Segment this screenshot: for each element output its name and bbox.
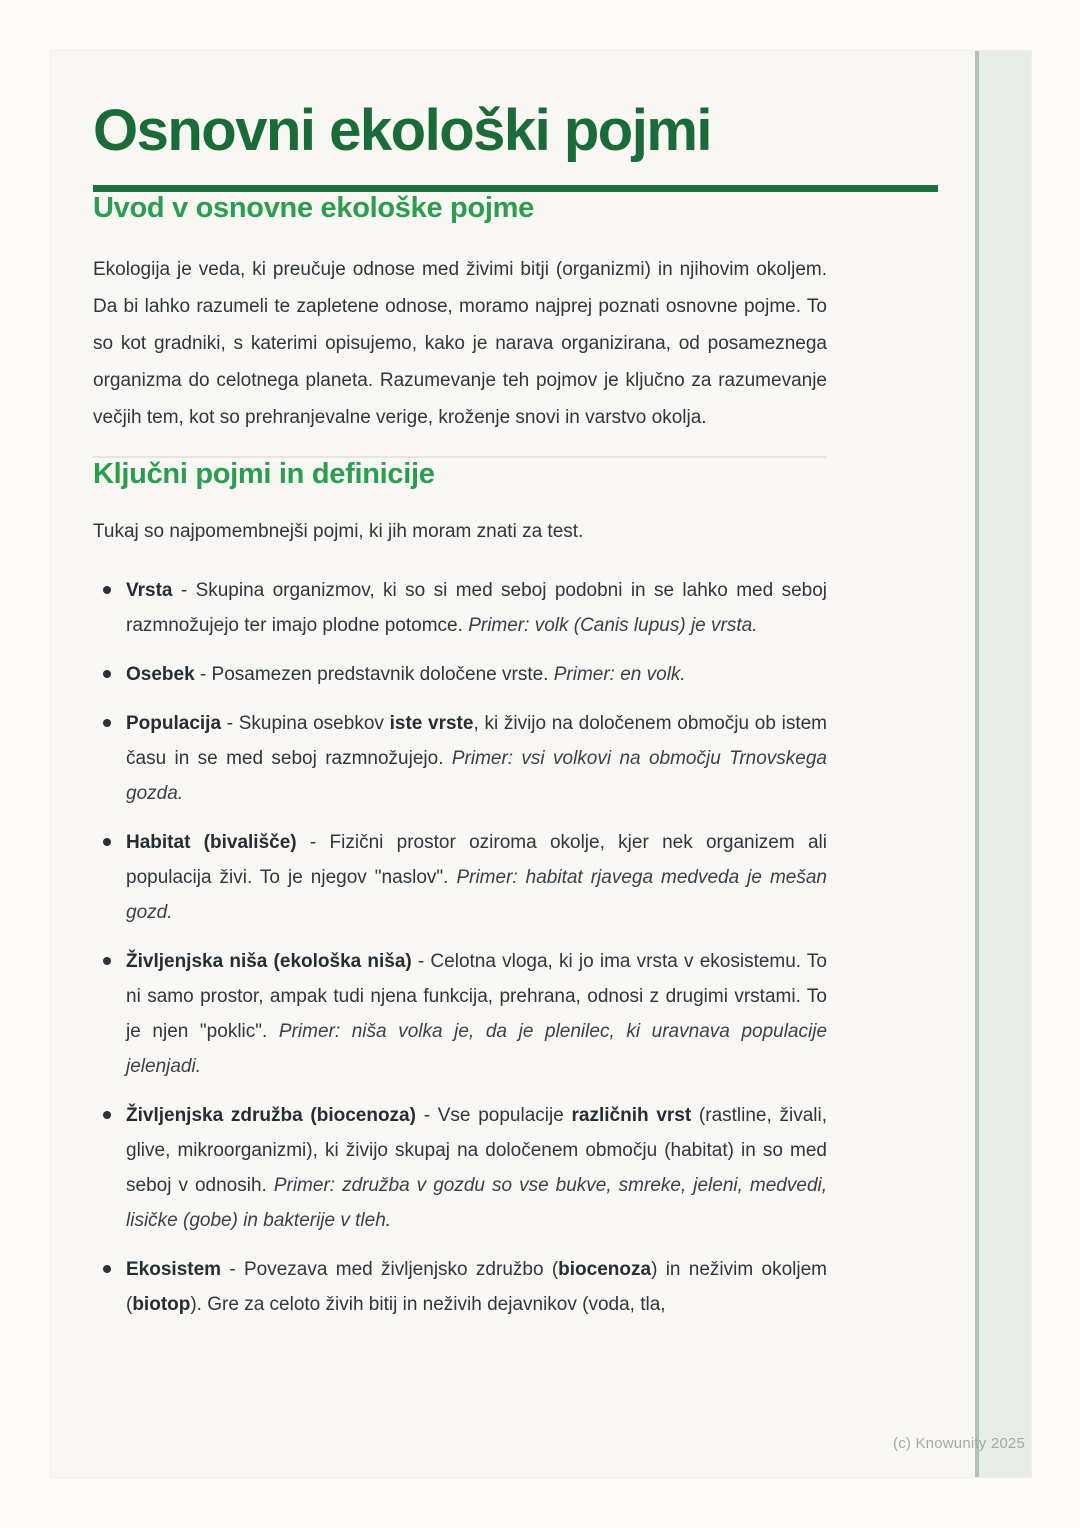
document-page bbox=[50, 50, 1032, 1478]
term-bold-text: Življenjska niša (ekološka niša) bbox=[126, 951, 412, 973]
section-heading-uvod: Uvod v osnovne ekološke pojme bbox=[93, 191, 534, 224]
term-item bbox=[93, 1098, 827, 1238]
terms-list bbox=[93, 573, 827, 1322]
bullet-dot-icon bbox=[103, 838, 111, 846]
watermark-copyright: (c) Knowunity 2025 bbox=[893, 1435, 1026, 1452]
term-item bbox=[93, 706, 827, 811]
term-definition-text: ) in neživim okoljem ( bbox=[126, 1259, 827, 1316]
term-definition-text: - Fizični prostor oziroma okolje, kjer nek organizem ali populacija živi. To je njegov "naslov". bbox=[126, 832, 827, 889]
term-definition-text: - Posamezen predstavnik določene vrste. bbox=[194, 664, 554, 686]
term-definition-text: - Povezava med življenjsko združbo ( bbox=[221, 1259, 559, 1281]
term-example-text: Primer: vsi volkovi na območju Trnovskega gozda. bbox=[126, 748, 827, 805]
term-item bbox=[93, 944, 827, 1084]
page-title: Osnovni ekološki pojmi bbox=[93, 98, 712, 163]
bullet-dot-icon bbox=[103, 719, 111, 727]
term-example-text: Primer: en volk. bbox=[553, 664, 686, 686]
intro-paragraph: Ekologija je veda, ki preučuje odnose med živimi bitji (organizmi) in njihovim okoljem. Da bi lahko razumeli te zapletene odnose, moramo najprej poznati osnovne pojme. To so kot gradniki, s katerimi opisujemo, kako je narava organizirana, od posameznega organizma do celotnega planeta. Razumevanje teh pojmov je ključno za razumevanje večjih tem, kot so prehranjevalne verige, kroženje snovi in varstvo okolja. bbox=[93, 259, 827, 429]
term-bold-text: biotop bbox=[132, 1294, 191, 1316]
bullet-dot-icon bbox=[103, 586, 111, 594]
term-item bbox=[93, 573, 827, 643]
term-bold-text: Osebek bbox=[126, 664, 195, 686]
term-bold-text: Populacija bbox=[126, 713, 222, 735]
term-example-text: Primer: združba v gozdu so vse bukve, smreke, jeleni, medvedi, lisičke (gobe) in bakterije v tleh. bbox=[126, 1175, 828, 1232]
term-definition-text: , ki živijo na določenem območju ob istem času in se med seboj razmnožujejo. bbox=[126, 713, 828, 770]
term-item bbox=[93, 1252, 827, 1322]
title-underline-rule bbox=[93, 185, 938, 192]
term-definition-text: - Skupina osebkov bbox=[221, 713, 390, 735]
term-definition-text: - Celotna vloga, ki jo ima vrsta v ekosistemu. To ni samo prostor, ampak tudi njena funkcija, prehrana, odnosi z drugimi vrstami. To je njen "poklic". bbox=[126, 951, 827, 1043]
term-example-text: Primer: niša volka je, da je plenilec, ki uravnava populacije jelenjadi. bbox=[126, 1021, 828, 1078]
term-item bbox=[93, 657, 827, 692]
term-example-text: Primer: habitat rjavega medveda je mešan gozd. bbox=[126, 867, 827, 924]
term-definition-text: ). Gre za celoto živih bitij in neživih dejavnikov (voda, tla, bbox=[190, 1294, 666, 1316]
bullet-dot-icon bbox=[103, 1111, 111, 1119]
term-bold-text: iste vrste bbox=[389, 713, 474, 735]
term-bold-text: Habitat (bivališče) bbox=[126, 832, 297, 854]
term-example-text: Primer: volk (Canis lupus) je vrsta. bbox=[468, 615, 758, 637]
term-definition-text: (rastline, živali, glive, mikroorganizmi), ki živijo skupaj na določenem območju (habitat) in so med seboj v odnosih. bbox=[126, 1105, 828, 1197]
page-right-stripe bbox=[975, 51, 1031, 1477]
term-definition-text: - Skupina organizmov, ki so si med seboj podobni in se lahko med seboj razmnožujejo ter imajo plodne potomce. bbox=[126, 580, 827, 637]
bullet-dot-icon bbox=[103, 1265, 111, 1273]
term-bold-text: biocenoza bbox=[558, 1259, 652, 1281]
bullet-dot-icon bbox=[103, 957, 111, 965]
bullet-dot-icon bbox=[103, 670, 111, 678]
term-bold-text: Ekosistem bbox=[126, 1259, 222, 1281]
term-definition-text: - Vse populacije bbox=[415, 1105, 572, 1127]
term-bold-text: različnih vrst bbox=[571, 1105, 692, 1127]
section-heading-kljucni-pojmi: Ključni pojmi in definicije bbox=[93, 458, 435, 491]
terms-intro-text: Tukaj so najpomembnejši pojmi, ki jih moram znati za test. bbox=[93, 521, 584, 543]
document-content bbox=[93, 51, 827, 1336]
term-bold-text: Življenjska združba (biocenoza) bbox=[126, 1105, 416, 1127]
term-item bbox=[93, 825, 827, 930]
term-bold-text: Vrsta bbox=[126, 580, 173, 602]
